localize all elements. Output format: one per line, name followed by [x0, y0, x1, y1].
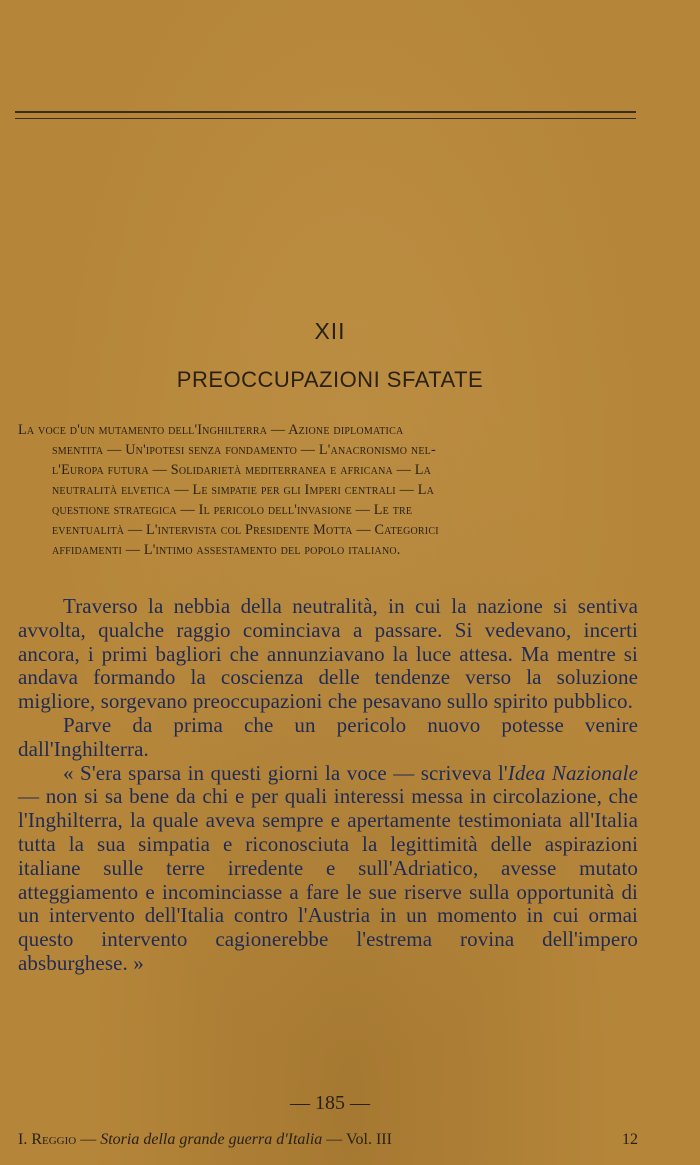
summary-line: neutralità elvetica — Le simpatie per gli Imperi centrali — La: [52, 482, 434, 498]
chapter-title: PREOCCUPAZIONI SFATATE: [176, 367, 484, 392]
chapter-number: XII: [314, 318, 346, 344]
page-number: — 185 —: [290, 1092, 370, 1114]
body-text: [18, 595, 638, 976]
top-rule: [15, 111, 636, 113]
footer-volume: — Vol. III: [322, 1131, 392, 1148]
chapter-summary: [18, 420, 638, 560]
quote-text: — non si sa bene da chi e per quali interessi messa in circolazione, che l'Inghilterra, la quale aveva sempre e apertamente testimoniata all'Italia tutta la sua simpatia e riconosciuta la legittimità delle aspirazioni italiane sulle terre irredente e sull'Adriatico, avesse mutato atteggiamento e incominciasse a fare le sue riserve sulla opportunità di un intervento dell'Italia contro l'Austria in un momento in cui ormai questo intervento cagionerebbe l'estrema rovina dell'impero absburghese. »: [18, 784, 638, 975]
footer-book-title: Storia della grande guerra d'Italia: [100, 1131, 323, 1148]
paragraph: Traverso la nebbia della neutralità, in cui la nazione si sentiva avvolta, qualche raggio cominciava a passare. Si vedevano, incerti ancora, i primi bagliori che annunziavano la luce attesa. Ma mentre si andava formando la coscienza delle tendenze verso la soluzione migliore, sorgevano preoccupazioni che pesavano sullo spirito pubblico.: [18, 594, 638, 714]
footer-signature: 12: [622, 1131, 638, 1148]
footer-dash: —: [76, 1131, 101, 1148]
newspaper-name: Idea Nazionale: [507, 760, 638, 785]
summary-line: l'Europa futura — Solidarietà mediterranea e africana — La: [52, 462, 432, 478]
summary-line: eventualità — L'intervista col Presidente Motta — Categorici: [52, 522, 439, 538]
summary-line: La voce d'un mutamento dell'Inghilterra — Azione diplomatica: [18, 422, 404, 438]
summary-line: smentita — Un'ipotesi senza fondamento — L'anacronismo nel-: [52, 442, 436, 458]
paragraph: Parve da prima che un pericolo nuovo potesse venire dall'Inghilterra.: [18, 712, 638, 761]
footer-citation: [18, 1131, 392, 1149]
paragraph-quote: [18, 762, 638, 976]
top-rule-thin: [15, 118, 636, 119]
footer-author: I. Reggio: [18, 1131, 77, 1148]
summary-line: questione strategica — Il pericolo dell'invasione — Le tre: [52, 502, 413, 518]
quote-text: « S'era sparsa in questi giorni la voce — scriveva l': [63, 760, 508, 785]
summary-line: affidamenti — L'intimo assestamento del popolo italiano.: [52, 542, 401, 558]
